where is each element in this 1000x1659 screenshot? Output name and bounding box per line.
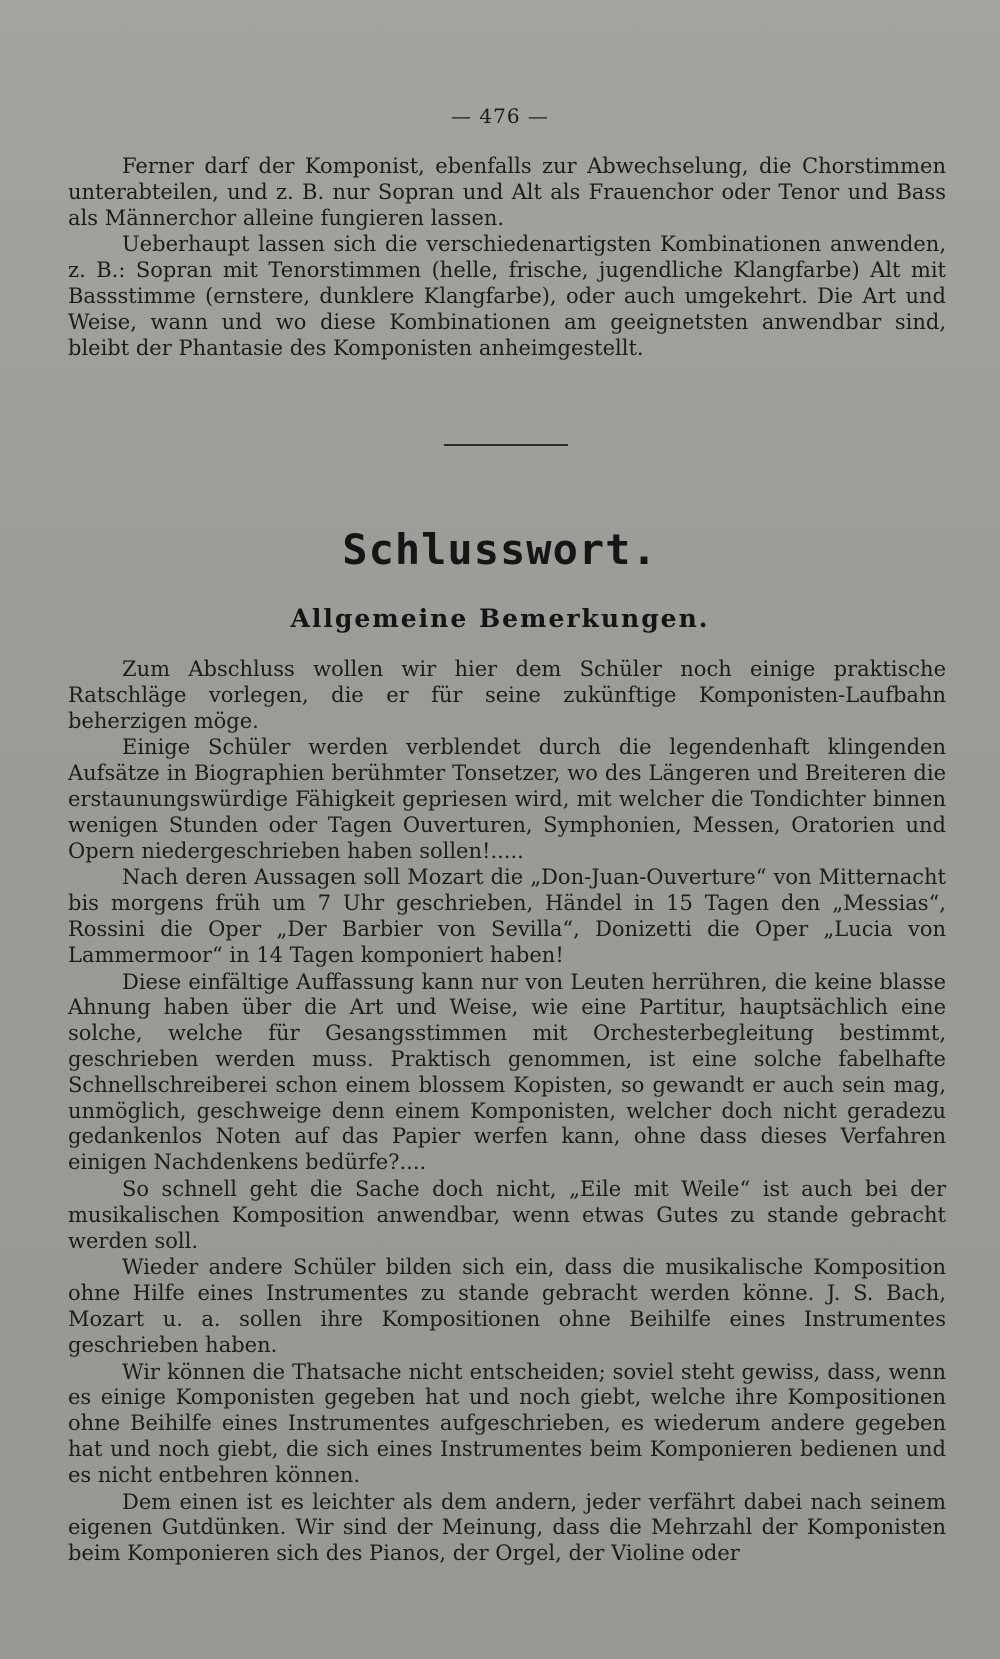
section-subheading: Allgemeine Bemerkungen. [290,604,710,633]
paragraph: Nach deren Aussagen soll Mozart die „Don-Juan-Ouverture“ von Mitternacht bis morgens früh um 7 Uhr geschrieben, Händel in 15 Tagen den „Messias“, Rossini die Oper „Der Barbier von Sevilla“, Donizetti die Oper „Lucia von Lammermoor“ in 14 Tagen komponiert haben! [68,865,946,967]
paragraph: So schnell geht die Sache doch nicht, „Eile mit Weile“ ist auch bei der musikalischen Komposition anwendbar, wenn etwas Gutes zu stande gebracht werden soll. [68,1176,946,1253]
paragraph: Wieder andere Schüler bilden sich ein, dass die musikalische Komposition ohne Hilfe eines Instrumentes zu stande gebracht werden könne. J. S. Bach, Mozart u. a. sollen ihre Kompositionen ohne Beihilfe eines Instrumentes geschrieben haben. [68,1255,946,1357]
paragraph: Zum Abschluss wollen wir hier dem Schüler noch einige praktische Ratschläge vorlegen, die er für seine zukünftige Komponisten-Laufbahn beherzigen möge. [68,657,946,733]
chapter-heading: Schlusswort. [342,525,658,574]
paragraph: Ueberhaupt lassen sich die verschiedenartigsten Kombinationen anwenden, z. B.: Sopran mit Tenorstimmen (helle, frische, jugendliche Klangfarbe) Alt mit Bassstimme (ernstere, dunklere Klangfarbe), oder auch umgekehrt. Die Art und Weise, wann und wo diese Kombinationen am geeignetsten anwendbar sind, bleibt der Phantasie des Komponisten anheimgestellt. [68,232,946,360]
paragraph: Diese einfältige Auffassung kann nur von Leuten herrühren, die keine blasse Ahnung haben über die Art und Weise, wie eine Partitur, hauptsächlich eine solche, welche für Gesangsstimmen mit Orchesterbegleitung bestimmt, geschrieben werden muss. Praktisch genommen, ist eine solche fabelhafte Schnellschreiberei schon einem blossem Kopisten, so gewandt er auch sein mag, unmöglich, geschweige denn einem Komponisten, welcher doch nicht geradezu gedankenlos Noten auf das Papier werfen kann, ohne dass dieses Verfahren einigen Nachdenkens bedürfe?.... [68,969,946,1175]
top-text-block [68,154,946,361]
paragraph: Einige Schüler werden verblendet durch die legendenhaft klingenden Aufsätze in Biographien berühmter Tonsetzer, wo des Längeren und Breiteren die erstaunungswürdige Fähigkeit gepriesen wird, mit welcher die Tondichter binnen wenigen Stunden oder Tagen Ouverturen, Symphonien, Messen, Oratorien und Opern niedergeschrieben haben sollen!..... [68,735,946,863]
body-text-block [68,657,946,1567]
paragraph: Ferner darf der Komponist, ebenfalls zur Abwechselung, die Chorstimmen unterabteilen, und z. B. nur Sopran und Alt als Frauenchor oder Tenor und Bass als Männerchor alleine fungieren lassen. [68,154,946,230]
paragraph: Dem einen ist es leichter als dem andern, jeder verfährt dabei nach seinem eigenen Gutdünken. Wir sind der Meinung, dass die Mehrzahl der Komponisten beim Komponieren sich des Pianos, der Orgel, der Violine oder [68,1489,946,1566]
page-number: — 476 — [451,104,549,128]
section-divider [444,444,568,446]
paragraph: Wir können die Thatsache nicht entscheiden; soviel steht gewiss, dass, wenn es einige Komponisten gegeben hat und noch giebt, welche ihre Kompositionen ohne Beihilfe eines Instrumentes aufgeschrieben, es wiederum andere gegeben hat und noch giebt, die sich eines Instrumentes beim Komponieren bedienen und es nicht entbehren können. [68,1359,946,1487]
